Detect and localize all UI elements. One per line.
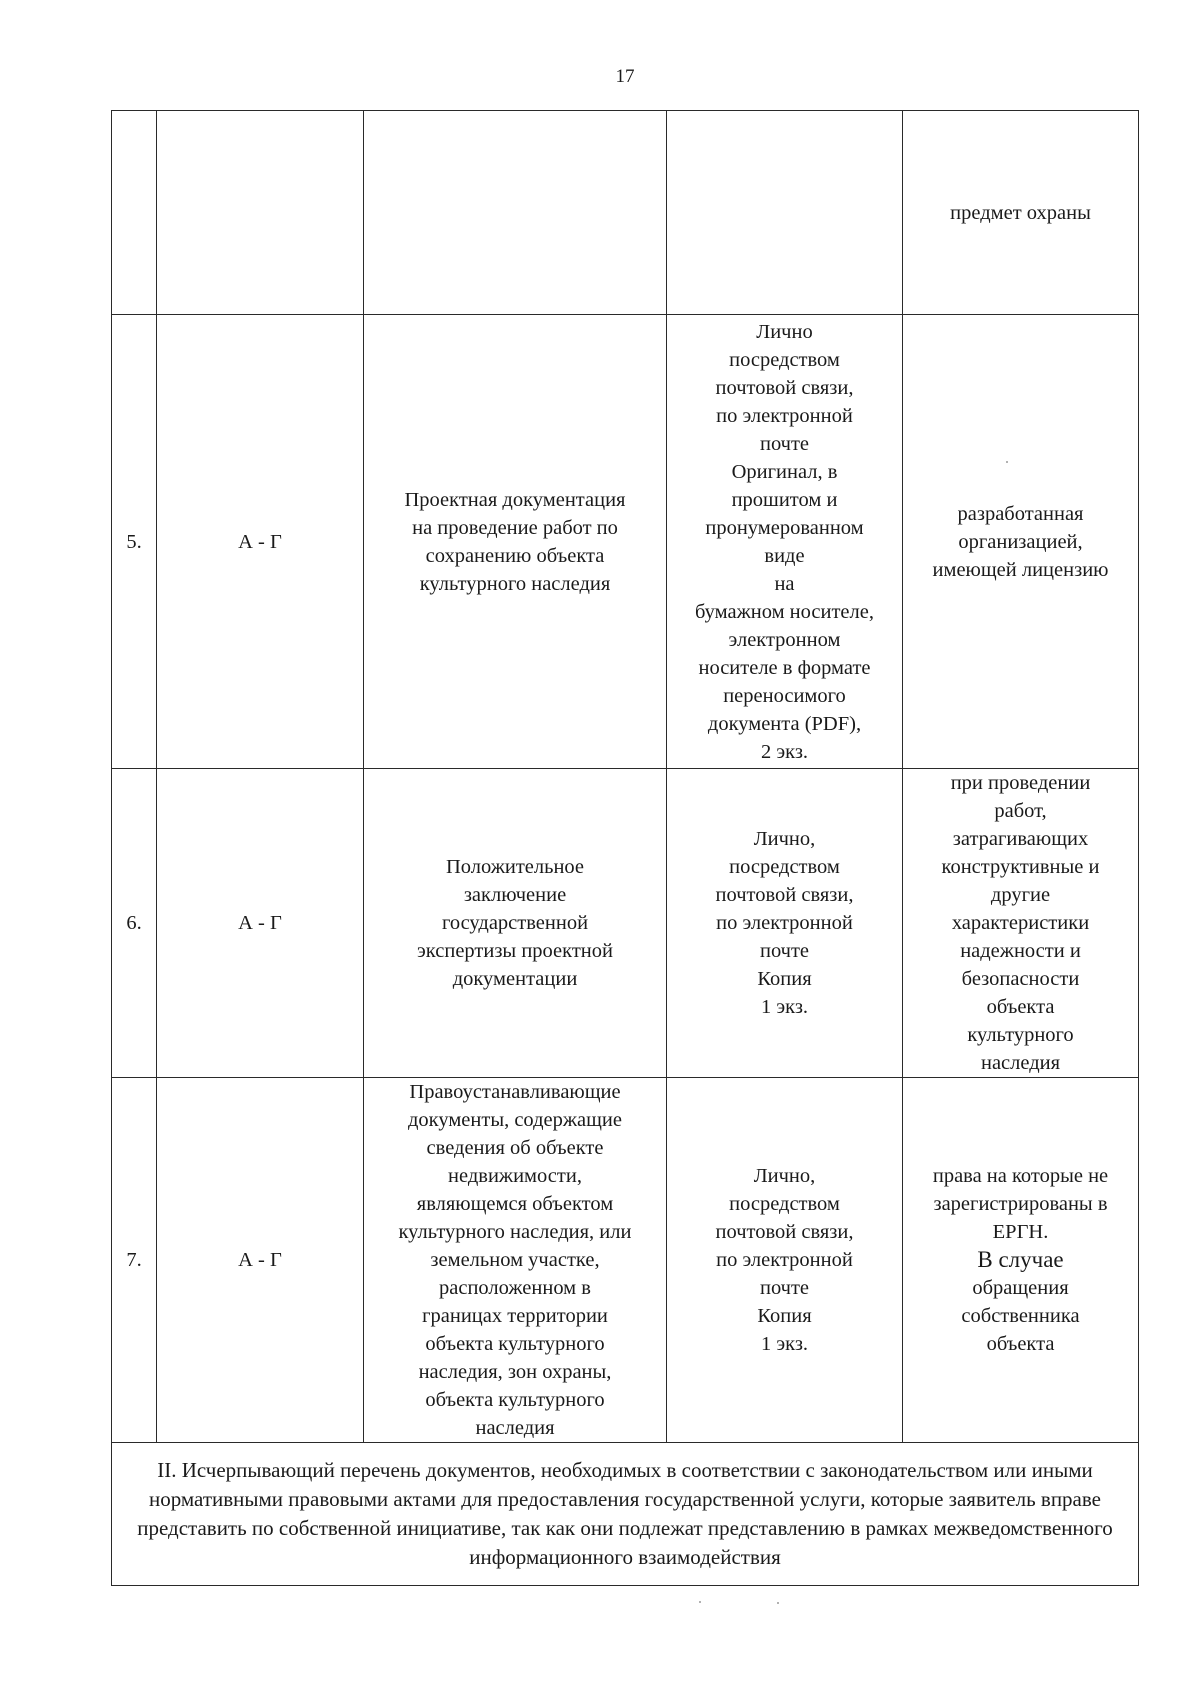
- text-line: конструктивные и: [941, 856, 1100, 878]
- text-line: расположенном в: [439, 1277, 591, 1299]
- submission-conditions: [903, 769, 1139, 1078]
- text-line: права на которые не: [932, 1165, 1109, 1187]
- text-line: документации: [452, 968, 578, 990]
- text-line: носителе в формате: [698, 656, 871, 679]
- page-number: 17: [615, 66, 635, 87]
- document-name: [364, 1078, 667, 1443]
- table-row: [112, 111, 1139, 315]
- text-line: заключение: [463, 884, 567, 906]
- submission-method: [667, 111, 903, 315]
- scan-speck: [777, 1602, 779, 1604]
- text-line: Лично: [756, 320, 813, 343]
- document-name: [364, 111, 667, 315]
- text-line: объекта: [986, 1333, 1055, 1355]
- text-line: зарегистрированы в: [933, 1193, 1108, 1215]
- text-line: экспертизы проектной: [417, 940, 613, 962]
- row-number: [112, 111, 157, 315]
- text-line: являющемся объектом: [416, 1193, 614, 1215]
- text-line: Копия: [757, 968, 812, 990]
- text-line: собственника: [961, 1305, 1080, 1327]
- document-name: [364, 315, 667, 769]
- text-line: культурного наследия: [419, 572, 611, 595]
- text-line: земельном участке,: [430, 1249, 600, 1271]
- text-line: электронном: [728, 628, 841, 651]
- text-line: границах территории: [422, 1305, 608, 1327]
- text-line: В случае: [977, 1247, 1064, 1272]
- row-number: 7.: [112, 1078, 157, 1443]
- applicant-category: А - Г: [157, 769, 364, 1078]
- text-line: посредством: [729, 348, 840, 371]
- text-line: Оригинал, в: [731, 460, 838, 483]
- text-line: объекта культурного: [425, 1333, 605, 1355]
- text-line: надежности и: [960, 940, 1081, 962]
- text-line: недвижимости,: [448, 1165, 582, 1187]
- text-line: почте: [759, 1277, 810, 1299]
- text-line: культурного наследия, или: [398, 1221, 632, 1243]
- text-line: при проведении: [950, 772, 1091, 794]
- text-line: сохранению объекта: [425, 544, 605, 567]
- scan-speck: [1006, 461, 1008, 463]
- text-line: культурного: [967, 1024, 1074, 1046]
- text-line: переносимого: [723, 684, 846, 707]
- text-line: почтовой связи,: [715, 376, 854, 399]
- text-line: 1 экз.: [760, 996, 809, 1018]
- text-line: объекта: [986, 996, 1055, 1018]
- text-line: по электронной: [716, 404, 853, 427]
- text-line: разработанная: [957, 502, 1084, 525]
- text-line: почте: [759, 432, 810, 455]
- text-line: объекта культурного: [425, 1389, 605, 1411]
- text-line: пронумерованном: [705, 516, 864, 539]
- submission-method: [667, 769, 903, 1078]
- applicant-category: А - Г: [157, 315, 364, 769]
- table-row: [112, 769, 1139, 1078]
- text-line: почте: [759, 940, 810, 962]
- text-line: наследия: [980, 1052, 1061, 1074]
- section-ii-heading: II. Исчерпывающий перечень документов, необходимых в соответствии с законодательством или иными нормативными правовыми актами для предоставления государственной услуги, которые заявитель вправе представить по собственной инициативе, так как они подлежат представлению в рамках межведомственного информационного взаимодействия: [112, 1443, 1139, 1586]
- text-line: прошитом и: [731, 488, 838, 511]
- text-line: предмет охраны: [950, 201, 1091, 224]
- text-line: посредством: [729, 856, 840, 878]
- text-line: 2 экз.: [760, 740, 809, 763]
- text-line: почтовой связи,: [715, 884, 854, 906]
- scan-speck: [699, 1601, 701, 1603]
- text-line: Лично,: [753, 828, 816, 850]
- table-row: [112, 1078, 1139, 1443]
- text-line: сведения об объекте: [426, 1137, 604, 1159]
- text-line: работ,: [994, 800, 1047, 822]
- table-row: [112, 315, 1139, 769]
- text-line: почтовой связи,: [715, 1221, 854, 1243]
- text-line: виде: [764, 544, 805, 567]
- text-line: документы, содержащие: [407, 1109, 622, 1131]
- text-line: бумажном носителе,: [695, 600, 874, 623]
- text-line: документа (PDF),: [707, 712, 862, 735]
- text-line: Правоустанавливающие: [409, 1081, 621, 1103]
- text-line: 1 экз.: [760, 1333, 809, 1355]
- text-line: затрагивающих: [952, 828, 1089, 850]
- text-line: Проектная документация: [404, 488, 626, 511]
- applicant-category: А - Г: [157, 1078, 364, 1443]
- text-line: на проведение работ по: [412, 516, 618, 539]
- text-line: безопасности: [961, 968, 1080, 990]
- text-line: Лично,: [753, 1165, 816, 1187]
- applicant-category: [157, 111, 364, 315]
- text-line: посредством: [729, 1193, 840, 1215]
- text-line: Копия: [757, 1305, 812, 1327]
- documents-table: [111, 110, 1139, 1586]
- text-line: государственной: [441, 912, 589, 934]
- text-line: по электронной: [716, 912, 853, 934]
- text-line: по электронной: [716, 1249, 853, 1271]
- section-ii-row: [112, 1443, 1139, 1586]
- document-name: [364, 769, 667, 1078]
- text-line: наследия, зон охраны,: [418, 1361, 612, 1383]
- submission-conditions: [903, 1078, 1139, 1443]
- text-line: имеющей лицензию: [932, 558, 1109, 581]
- submission-conditions: [903, 111, 1139, 315]
- text-line: на: [774, 572, 795, 595]
- submission-conditions: [903, 315, 1139, 769]
- text-line: характеристики: [951, 912, 1090, 934]
- submission-method: [667, 315, 903, 769]
- row-number: 5.: [112, 315, 157, 769]
- text-line: организацией,: [958, 530, 1083, 553]
- text-line: другие: [990, 884, 1051, 906]
- row-number: 6.: [112, 769, 157, 1078]
- text-line: Положительное: [445, 856, 585, 878]
- text-line: обращения: [972, 1277, 1069, 1299]
- submission-method: [667, 1078, 903, 1443]
- text-line: наследия: [475, 1417, 555, 1439]
- text-line: ЕРГН.: [992, 1221, 1049, 1243]
